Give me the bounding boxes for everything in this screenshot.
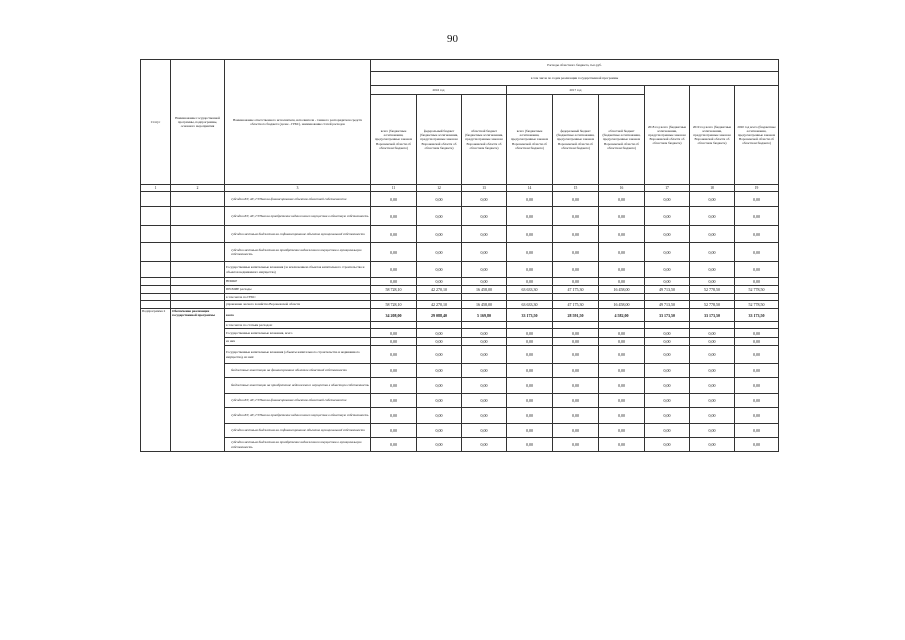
index-cell: 18 xyxy=(690,185,735,192)
value-cell: 0,00 xyxy=(417,364,462,378)
value-cell: 52 778,50 xyxy=(690,301,735,309)
program-cell xyxy=(171,262,225,278)
value-cell: 0,00 xyxy=(735,338,779,346)
value-cell xyxy=(417,322,462,329)
status-cell xyxy=(141,243,171,262)
expense-item-name: субсидии БУ, АУ, ГУПам на финансирование объектов областной собственности xyxy=(225,192,371,207)
index-cell: 12 xyxy=(417,185,462,192)
budget-table xyxy=(140,59,779,452)
value-cell: 0,00 xyxy=(645,364,690,378)
value-cell: 0,00 xyxy=(599,262,645,278)
value-cell: 0,00 xyxy=(690,192,735,207)
value-cell xyxy=(735,294,779,301)
status-cell xyxy=(141,294,171,301)
header-total-2017: всего (бюджетные ассигнования, предусмотренные законом Воронежской области об областном бюджете) xyxy=(507,95,553,185)
value-cell: 0,00 xyxy=(462,338,507,346)
value-cell: 33 173,50 xyxy=(645,309,690,322)
value-cell: 0,00 xyxy=(599,192,645,207)
value-cell: 0,00 xyxy=(645,338,690,346)
value-cell: 0,00 xyxy=(599,346,645,364)
value-cell: 0,00 xyxy=(417,243,462,262)
status-cell xyxy=(141,262,171,278)
value-cell: 0,00 xyxy=(645,192,690,207)
expense-item-name: Государственные капитальные вложения, всего xyxy=(225,329,371,338)
value-cell: 0,00 xyxy=(645,207,690,226)
value-cell: 0,00 xyxy=(462,424,507,438)
value-cell xyxy=(599,294,645,301)
value-cell: 0,00 xyxy=(690,394,735,408)
table-row xyxy=(141,364,779,378)
value-cell: 0,00 xyxy=(735,207,779,226)
value-cell: 0,00 xyxy=(462,192,507,207)
value-cell: 16 458,00 xyxy=(462,286,507,294)
status-cell xyxy=(141,207,171,226)
value-cell: 0,00 xyxy=(690,424,735,438)
table-row xyxy=(141,329,779,338)
value-cell: 0,00 xyxy=(507,378,553,394)
value-cell: 0,00 xyxy=(553,378,599,394)
value-cell: 0,00 xyxy=(599,226,645,243)
value-cell: 0,00 xyxy=(599,394,645,408)
value-cell: 52 778,50 xyxy=(735,301,779,309)
table-row xyxy=(141,286,779,294)
expense-item-name: в том числе по ГРБС: xyxy=(225,294,371,301)
table-row xyxy=(141,278,779,286)
index-cell: 1 xyxy=(141,185,171,192)
value-cell: 63 633,30 xyxy=(507,286,553,294)
value-cell: 0,00 xyxy=(371,424,417,438)
expense-item-name: субсидии БУ, АУ, ГУПам на приобретение недвижимого имущества в областную собственность xyxy=(225,408,371,424)
table-row xyxy=(141,226,779,243)
table-row xyxy=(141,309,779,322)
value-cell: 0,00 xyxy=(553,364,599,378)
value-cell: 0,00 xyxy=(690,378,735,394)
column-index-row xyxy=(141,185,779,192)
header-col-2019: 2019 год всего (бюджетные ассигнования, предусмотренные законом Воронежской области об областном бюджете) xyxy=(690,86,735,185)
header-regional-2016: областной бюджет (бюджетные ассигнования, предусмотренные законом Воронежской области об областном бюджете) xyxy=(462,95,507,185)
value-cell: 52 778,50 xyxy=(735,286,779,294)
expense-item-name: в том числе по статьям расходов: xyxy=(225,322,371,329)
expense-item-name: субсидии местным бюджетам на приобретение недвижимого имущества в муниципальную собственность xyxy=(225,243,371,262)
value-cell: 28 591,50 xyxy=(553,309,599,322)
table-row xyxy=(141,346,779,364)
table-row xyxy=(141,424,779,438)
value-cell: 47 175,30 xyxy=(553,301,599,309)
value-cell: 16 458,00 xyxy=(599,301,645,309)
table-row xyxy=(141,294,779,301)
value-cell: 0,00 xyxy=(371,338,417,346)
value-cell: 42 270,10 xyxy=(417,286,462,294)
value-cell xyxy=(553,294,599,301)
value-cell: 0,00 xyxy=(507,346,553,364)
expense-item-name: НИОКР xyxy=(225,278,371,286)
value-cell: 0,00 xyxy=(371,346,417,364)
expense-item-name: субсидии БУ, АУ, ГУПам на приобретение недвижимого имущества в областную собственность xyxy=(225,207,371,226)
value-cell: 0,00 xyxy=(599,438,645,452)
value-cell: 0,00 xyxy=(371,278,417,286)
value-cell: 0,00 xyxy=(462,207,507,226)
expense-item-name: субсидии местным бюджетам на приобретение недвижимого имущества в муниципальную собственность xyxy=(225,438,371,452)
expense-item-name: Государственные капитальные вложения (за исключением объектов капитального строительства и объектов недвижимого имущества) xyxy=(225,262,371,278)
table-row xyxy=(141,262,779,278)
value-cell: 0,00 xyxy=(690,329,735,338)
value-cell xyxy=(462,322,507,329)
value-cell: 0,00 xyxy=(417,346,462,364)
value-cell: 0,00 xyxy=(599,408,645,424)
value-cell: 0,00 xyxy=(553,207,599,226)
value-cell: 0,00 xyxy=(645,378,690,394)
expense-item-name: субсидии местным бюджетам на софинансирование объектов муниципальной собственности xyxy=(225,226,371,243)
value-cell: 0,00 xyxy=(735,278,779,286)
table-row xyxy=(141,243,779,262)
expense-item-name: управление лесного хозяйства Воронежской области xyxy=(225,301,371,309)
value-cell xyxy=(507,322,553,329)
value-cell: 33 173,50 xyxy=(735,309,779,322)
value-cell: 0,00 xyxy=(371,438,417,452)
value-cell: 0,00 xyxy=(553,226,599,243)
value-cell: 0,00 xyxy=(553,243,599,262)
value-cell: 0,00 xyxy=(735,394,779,408)
value-cell: 0,00 xyxy=(690,262,735,278)
value-cell: 0,00 xyxy=(417,378,462,394)
program-cell xyxy=(171,294,225,301)
value-cell: 0,00 xyxy=(599,329,645,338)
value-cell: 0,00 xyxy=(462,364,507,378)
program-cell xyxy=(171,207,225,226)
value-cell: 33 173,50 xyxy=(690,309,735,322)
value-cell: 0,00 xyxy=(507,192,553,207)
value-cell: 0,00 xyxy=(371,192,417,207)
table-row xyxy=(141,301,779,309)
page-number: 90 xyxy=(447,33,458,45)
expense-item-name: Государственные капитальные вложения (объекты капитального строительства и недвижимого имущества), из них: xyxy=(225,346,371,364)
value-cell: 0,00 xyxy=(507,243,553,262)
value-cell: 0,00 xyxy=(507,262,553,278)
value-cell xyxy=(417,294,462,301)
expense-item-name: субсидии БУ, АУ, ГУПам на финансирование объектов областной собственности xyxy=(225,394,371,408)
value-cell: 0,00 xyxy=(599,378,645,394)
value-cell: 0,00 xyxy=(507,408,553,424)
header-federal-2016: федеральный бюджет (бюджетные ассигнования, предусмотренные законом Воронежской области об областном бюджете) xyxy=(417,95,462,185)
index-cell: 13 xyxy=(462,185,507,192)
value-cell: 0,00 xyxy=(371,207,417,226)
table-body xyxy=(141,192,779,452)
expense-item-name: из них xyxy=(225,338,371,346)
value-cell: 49 713,50 xyxy=(645,286,690,294)
header-total-2016: всего (бюджетные ассигнования, предусмотренные законом Воронежской области об областном бюджете) xyxy=(371,95,417,185)
value-cell: 4 582,00 xyxy=(599,309,645,322)
value-cell: 0,00 xyxy=(462,408,507,424)
status-cell xyxy=(141,192,171,207)
table-row xyxy=(141,192,779,207)
value-cell: 0,00 xyxy=(645,226,690,243)
header-regional-2017: областной бюджет (бюджетные ассигнования, предусмотренные законом Воронежской области об областном бюджете) xyxy=(599,95,645,185)
expense-item-name: ПРОЧИЕ расходы xyxy=(225,286,371,294)
value-cell: 0,00 xyxy=(417,394,462,408)
value-cell: 0,00 xyxy=(417,262,462,278)
value-cell: 0,00 xyxy=(599,243,645,262)
value-cell: 0,00 xyxy=(507,438,553,452)
header-executor-name: Наименование ответственного исполнителя, исполнителя - главного распорядителя средств областного бюджета (далее - ГРБС), наименование статей расходов xyxy=(225,60,371,185)
table-row xyxy=(141,338,779,346)
value-cell: 0,00 xyxy=(371,408,417,424)
value-cell: 0,00 xyxy=(417,408,462,424)
value-cell: 0,00 xyxy=(462,226,507,243)
value-cell: 0,00 xyxy=(645,278,690,286)
value-cell: 0,00 xyxy=(462,378,507,394)
table-row xyxy=(141,438,779,452)
value-cell: 0,00 xyxy=(553,262,599,278)
value-cell: 0,00 xyxy=(507,338,553,346)
value-cell: 0,00 xyxy=(417,438,462,452)
value-cell: 16 458,00 xyxy=(462,301,507,309)
value-cell: 0,00 xyxy=(645,329,690,338)
program-cell xyxy=(171,192,225,207)
value-cell: 0,00 xyxy=(417,226,462,243)
value-cell: 0,00 xyxy=(417,278,462,286)
value-cell: 0,00 xyxy=(735,243,779,262)
value-cell: 0,00 xyxy=(599,207,645,226)
value-cell: 0,00 xyxy=(553,192,599,207)
value-cell: 0,00 xyxy=(417,329,462,338)
value-cell: 0,00 xyxy=(690,226,735,243)
value-cell: 0,00 xyxy=(462,262,507,278)
value-cell: 0,00 xyxy=(507,329,553,338)
value-cell: 0,00 xyxy=(690,364,735,378)
value-cell: 0,00 xyxy=(553,408,599,424)
header-program-name: Наименование государственной программы, подпрограммы, основного мероприятия xyxy=(171,60,225,185)
value-cell: 0,00 xyxy=(371,243,417,262)
index-cell: 16 xyxy=(599,185,645,192)
value-cell: 0,00 xyxy=(371,364,417,378)
value-cell xyxy=(690,294,735,301)
value-cell: 0,00 xyxy=(417,338,462,346)
value-cell xyxy=(553,322,599,329)
value-cell: 0,00 xyxy=(645,424,690,438)
value-cell: 0,00 xyxy=(735,329,779,338)
value-cell: 49 713,50 xyxy=(645,301,690,309)
index-cell: 19 xyxy=(735,185,779,192)
value-cell: 0,00 xyxy=(599,424,645,438)
header-col-2018: 2018 год всего (бюджетные ассигнования, предусмотренные законом Воронежской области об областном бюджете) xyxy=(645,86,690,185)
value-cell: 0,00 xyxy=(645,438,690,452)
value-cell: 16 458,00 xyxy=(599,286,645,294)
value-cell: 0,00 xyxy=(507,278,553,286)
expense-item-name: бюджетные инвестиции на финансирование объектов областной собственности xyxy=(225,364,371,378)
header-implementation: в том числе по годам реализации государственной программы xyxy=(371,72,779,86)
expense-item-name: бюджетные инвестиции на приобретение недвижимого имущества в областную собственность xyxy=(225,378,371,394)
table-row xyxy=(141,322,779,329)
value-cell: 0,00 xyxy=(371,394,417,408)
value-cell: 0,00 xyxy=(645,408,690,424)
value-cell: 63 633,30 xyxy=(507,301,553,309)
value-cell: 0,00 xyxy=(735,424,779,438)
value-cell xyxy=(371,322,417,329)
value-cell: 0,00 xyxy=(462,278,507,286)
value-cell: 0,00 xyxy=(553,278,599,286)
budget-table-sheet xyxy=(140,59,778,522)
value-cell: 0,00 xyxy=(735,364,779,378)
value-cell: 0,00 xyxy=(553,346,599,364)
value-cell: 29 088,40 xyxy=(417,309,462,322)
value-cell: 0,00 xyxy=(690,408,735,424)
value-cell: 0,00 xyxy=(690,207,735,226)
value-cell: 0,00 xyxy=(735,192,779,207)
program-cell xyxy=(171,243,225,262)
value-cell: 0,00 xyxy=(553,394,599,408)
index-cell: 2 xyxy=(171,185,225,192)
value-cell: 0,00 xyxy=(645,346,690,364)
status-cell xyxy=(141,278,171,286)
table-row xyxy=(141,394,779,408)
value-cell xyxy=(645,322,690,329)
header-col-2020: 2020 год всего (бюджетные ассигнования, предусмотренные законом Воронежской области об областном бюджете) xyxy=(735,86,779,185)
expense-item-name: всего xyxy=(225,309,371,322)
value-cell: 0,00 xyxy=(462,438,507,452)
value-cell: 0,00 xyxy=(417,192,462,207)
value-cell: 0,00 xyxy=(690,278,735,286)
value-cell: 0,00 xyxy=(462,243,507,262)
value-cell: 0,00 xyxy=(690,346,735,364)
expense-item-name: субсидии местным бюджетам на софинансирование объектов муниципальной собственности xyxy=(225,424,371,438)
value-cell: 33 173,50 xyxy=(507,309,553,322)
value-cell: 0,00 xyxy=(735,226,779,243)
value-cell: 0,00 xyxy=(599,338,645,346)
status-cell: Подпрограмма 2 xyxy=(141,309,171,452)
value-cell: 0,00 xyxy=(690,338,735,346)
value-cell: 58 728,10 xyxy=(371,286,417,294)
program-cell xyxy=(171,286,225,294)
status-cell xyxy=(141,286,171,294)
value-cell: 0,00 xyxy=(645,262,690,278)
header-status: Статус xyxy=(141,60,171,185)
value-cell: 0,00 xyxy=(507,207,553,226)
value-cell: 47 175,30 xyxy=(553,286,599,294)
value-cell: 0,00 xyxy=(462,329,507,338)
program-cell xyxy=(171,301,225,309)
value-cell: 0,00 xyxy=(507,364,553,378)
index-cell: 11 xyxy=(371,185,417,192)
value-cell xyxy=(371,294,417,301)
value-cell xyxy=(507,294,553,301)
value-cell: 0,00 xyxy=(507,226,553,243)
value-cell xyxy=(735,322,779,329)
value-cell: 0,00 xyxy=(735,378,779,394)
value-cell: 0,00 xyxy=(371,378,417,394)
value-cell: 0,00 xyxy=(735,262,779,278)
value-cell: 0,00 xyxy=(735,438,779,452)
value-cell: 0,00 xyxy=(553,338,599,346)
value-cell: 0,00 xyxy=(553,424,599,438)
table-row xyxy=(141,378,779,394)
value-cell xyxy=(645,294,690,301)
header-year-2017: 2017 год xyxy=(507,86,645,95)
value-cell: 0,00 xyxy=(553,329,599,338)
header-year-2016: 2016 год xyxy=(371,86,507,95)
value-cell: 42 270,10 xyxy=(417,301,462,309)
status-cell xyxy=(141,226,171,243)
value-cell: 0,00 xyxy=(735,346,779,364)
table-row xyxy=(141,207,779,226)
value-cell: 0,00 xyxy=(371,226,417,243)
table-row xyxy=(141,408,779,424)
value-cell: 5 169,80 xyxy=(462,309,507,322)
index-cell: 17 xyxy=(645,185,690,192)
value-cell xyxy=(690,322,735,329)
value-cell: 0,00 xyxy=(599,278,645,286)
value-cell: 0,00 xyxy=(690,438,735,452)
program-cell xyxy=(171,278,225,286)
value-cell xyxy=(462,294,507,301)
value-cell: 58 728,10 xyxy=(371,301,417,309)
value-cell: 0,00 xyxy=(645,394,690,408)
header-federal-2017: федеральный бюджет (бюджетные ассигнования, предусмотренные законом Воронежской области об областном бюджете) xyxy=(553,95,599,185)
value-cell: 0,00 xyxy=(599,364,645,378)
program-cell: Обеспечение реализации государственной программы xyxy=(171,309,225,452)
header-expenses: Расходы областного бюджета, тыс.руб. xyxy=(371,60,779,72)
value-cell: 0,00 xyxy=(371,262,417,278)
value-cell xyxy=(599,322,645,329)
value-cell: 0,00 xyxy=(417,424,462,438)
value-cell: 34 208,00 xyxy=(371,309,417,322)
index-cell: 14 xyxy=(507,185,553,192)
index-cell: 15 xyxy=(553,185,599,192)
index-cell: 3 xyxy=(225,185,371,192)
status-cell xyxy=(141,301,171,309)
value-cell: 0,00 xyxy=(645,243,690,262)
value-cell: 0,00 xyxy=(690,243,735,262)
value-cell: 0,00 xyxy=(507,394,553,408)
value-cell: 0,00 xyxy=(371,329,417,338)
value-cell: 0,00 xyxy=(735,408,779,424)
value-cell: 0,00 xyxy=(462,394,507,408)
value-cell: 0,00 xyxy=(462,346,507,364)
program-cell xyxy=(171,226,225,243)
value-cell: 52 778,50 xyxy=(690,286,735,294)
value-cell: 0,00 xyxy=(553,438,599,452)
value-cell: 0,00 xyxy=(417,207,462,226)
value-cell: 0,00 xyxy=(507,424,553,438)
